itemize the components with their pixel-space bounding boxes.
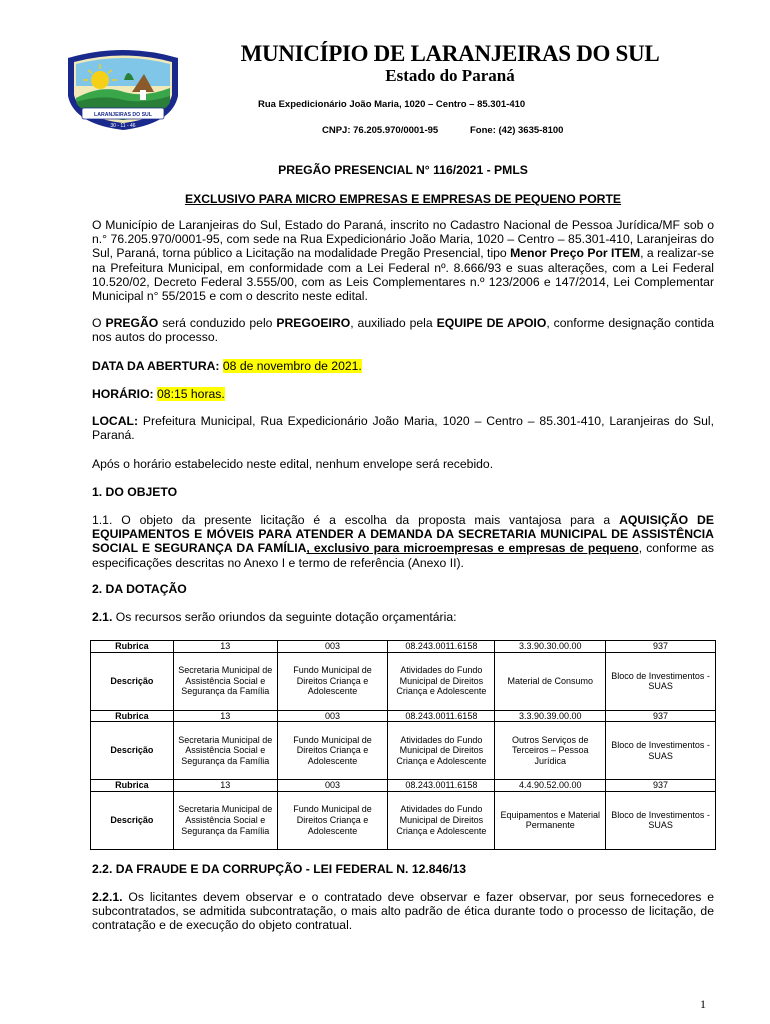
table-cell: 3.3.90.39.00.00 <box>495 710 606 722</box>
table-cell: Bloco de Investimentos - SUAS <box>606 722 716 780</box>
document-title: PREGÃO PRESENCIAL N° 116/2021 - PMLS <box>278 163 528 177</box>
table-cell: Atividades do Fundo Municipal de Direitos Criança e Adolescente <box>388 791 495 849</box>
table-cell: Bloco de Investimentos - SUAS <box>606 791 716 849</box>
table-cell: 13 <box>173 710 277 722</box>
document-subtitle: EXCLUSIVO PARA MICRO EMPRESAS E EMPRESAS DE PEQUENO PORTE <box>184 192 622 206</box>
table-row-rubrica <box>91 641 716 653</box>
opening-date: DATA DA ABERTURA: 08 de novembro de 2021. <box>92 359 362 373</box>
table-cell: 08.243.0011.6158 <box>388 780 495 792</box>
table-row-descricao <box>91 652 716 710</box>
table-row-descricao <box>91 722 716 780</box>
table-cell: 08.243.0011.6158 <box>388 710 495 722</box>
pregao-paragraph: O PREGÃO será conduzido pelo PREGOEIRO, auxiliado pela EQUIPE DE APOIO, conforme designação contida nos autos do processo. <box>92 316 714 345</box>
table-cell: Fundo Municipal de Direitos Criança e Adolescente <box>277 791 388 849</box>
municipal-coat-of-arms-icon <box>62 40 184 132</box>
table-cell: 08.243.0011.6158 <box>388 641 495 653</box>
table-cell: Bloco de Investimentos - SUAS <box>606 652 716 710</box>
descricao-label: Descrição <box>91 652 174 710</box>
table-cell: Fundo Municipal de Direitos Criança e Adolescente <box>277 722 388 780</box>
table-cell: Secretaria Municipal de Assistência Social e Segurança da Família <box>173 722 277 780</box>
table-cell: Secretaria Municipal de Assistência Social e Segurança da Família <box>173 652 277 710</box>
table-cell: Outros Serviços de Terceiros – Pessoa Jurídica <box>495 722 606 780</box>
table-cell: Atividades do Fundo Municipal de Direitos Criança e Adolescente <box>388 652 495 710</box>
opening-time: HORÁRIO: 08:15 horas. <box>92 387 225 401</box>
header-address: Rua Expedicionário João Maria, 1020 – Centro – 85.301-410 <box>258 99 526 110</box>
rubrica-label: Rubrica <box>91 780 174 792</box>
table-cell: 937 <box>606 641 716 653</box>
descricao-label: Descrição <box>91 791 174 849</box>
section-2-2-heading: 2.2. DA FRAUDE E DA CORRUPÇÃO - LEI FEDERAL N. 12.846/13 <box>92 862 467 876</box>
table-cell: 937 <box>606 710 716 722</box>
rubrica-label: Rubrica <box>91 641 174 653</box>
table-cell: 13 <box>173 780 277 792</box>
descricao-label: Descrição <box>91 722 174 780</box>
table-cell: 003 <box>277 710 388 722</box>
after-time-notice: Após o horário estabelecido neste edital, nenhum envelope será recebido. <box>92 457 494 471</box>
header-cnpj: CNPJ: 76.205.970/0001-95 <box>322 125 439 136</box>
page-number: 1 <box>700 997 706 1011</box>
svg-text:30 - 11 - 46: 30 - 11 - 46 <box>110 123 136 129</box>
budget-allocation-table <box>90 640 716 850</box>
section-1-1-paragraph: 1.1. O objeto da presente licitação é a escolha da proposta mais vantajosa para a AQUISIÇÃO DE EQUIPAMENTOS E MÓVEIS PARA ATENDER A DEMANDA DA SECRETARIA MUNICIPAL DE ASSISTÊNCIA SOCIAL E SEGURANÇA DA FAMÍLIA, exclusivo para microempresas e empresas de pequeno, conforme as especificações descritas no Anexo I e termo de referência (Anexo II). <box>92 513 714 570</box>
table-cell: Equipamentos e Material Permanente <box>495 791 606 849</box>
table-cell: 3.3.90.30.00.00 <box>495 641 606 653</box>
table-cell: Material de Consumo <box>495 652 606 710</box>
table-cell: Atividades do Fundo Municipal de Direitos Criança e Adolescente <box>388 722 495 780</box>
section-2-1-paragraph: 2.1. Os recursos serão oriundos da seguinte dotação orçamentária: <box>92 610 457 624</box>
table-cell: 4.4.90.52.00.00 <box>495 780 606 792</box>
table-row-rubrica <box>91 780 716 792</box>
table-cell: 003 <box>277 641 388 653</box>
rubrica-label: Rubrica <box>91 710 174 722</box>
header-phone: Fone: (42) 3635-8100 <box>470 125 564 136</box>
municipality-title: MUNICÍPIO DE LARANJEIRAS DO SUL <box>240 41 660 66</box>
section-2-2-1-paragraph: 2.2.1. Os licitantes devem observar e o contratado deve observar e fazer observar, por seus fornecedores e subcontratados, se admitida subcontratação, o mais alto padrão de ética durante todo o processo de licitação, de contratação e de execução do objeto contratual. <box>92 890 714 933</box>
section-2-heading: 2. DA DOTAÇÃO <box>92 582 187 596</box>
table-cell: 003 <box>277 780 388 792</box>
table-cell: 13 <box>173 641 277 653</box>
table-cell: 937 <box>606 780 716 792</box>
state-subtitle: Estado do Paraná <box>385 66 515 85</box>
table-row-descricao <box>91 791 716 849</box>
local-paragraph: LOCAL: Prefeitura Municipal, Rua Expedicionário João Maria, 1020 – Centro – 85.301-410, Laranjeiras do Sul, Paraná. <box>92 414 714 443</box>
table-row-rubrica <box>91 710 716 722</box>
section-1-heading: 1. DO OBJETO <box>92 485 178 499</box>
table-cell: Fundo Municipal de Direitos Criança e Adolescente <box>277 652 388 710</box>
intro-paragraph: O Município de Laranjeiras do Sul, Estado do Paraná, inscrito no Cadastro Nacional de Pessoa Jurídica/MF sob o n.° 76.205.970/0001-95, com sede na Rua Expedicionário João Maria, 1020 – Centro – 85.301-410, Laranjeiras do Sul, Paraná, torna público a Licitação na modalidade Pregão Presencial, tipo Menor Preço Por ITEM, a realizar-se na Prefeitura Municipal, em conformidade com a Lei Federal nº. 8.666/93 e suas alterações, com a Lei Federal 10.520/02, Decreto Federal 3.555/00, com as Leis Complementares n.º 123/2006 e 147/2014, Lei Complementar Municipal n° 55/2015 e com o descrito neste edital. <box>92 218 714 304</box>
table-cell: Secretaria Municipal de Assistência Social e Segurança da Família <box>173 791 277 849</box>
svg-text:LARANJEIRAS DO SUL: LARANJEIRAS DO SUL <box>94 112 152 118</box>
